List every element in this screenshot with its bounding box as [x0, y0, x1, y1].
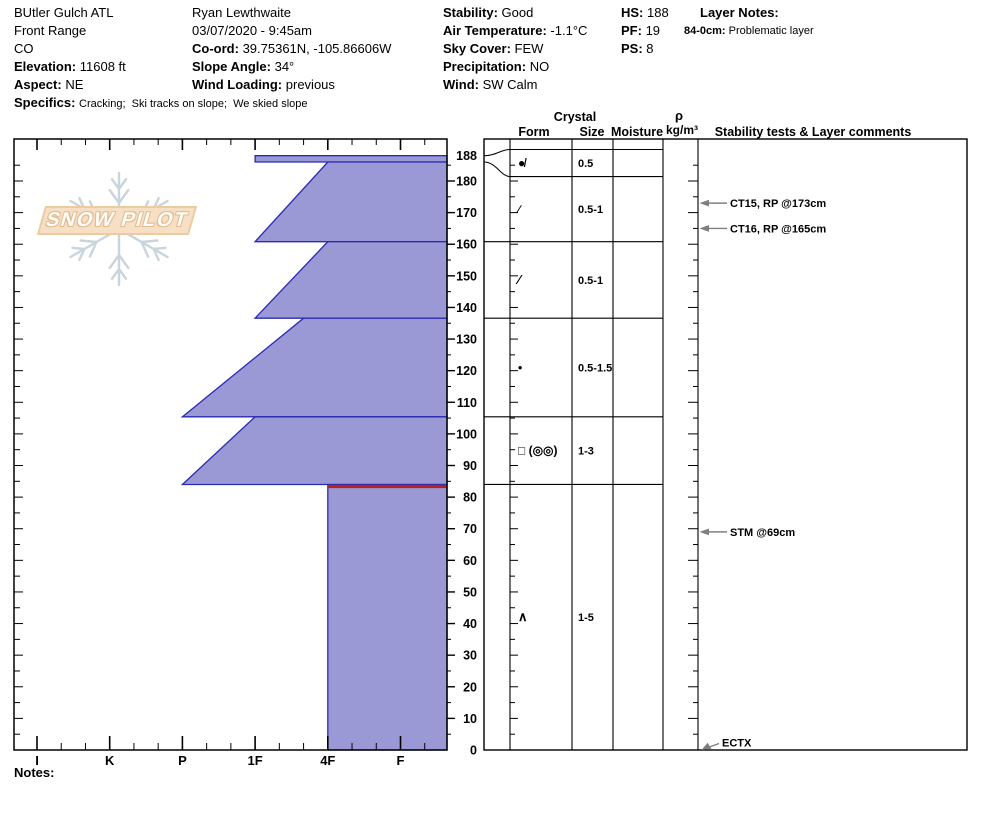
- stability-test-label: CT15, RP @173cm: [730, 198, 827, 211]
- depth-label: 170: [456, 206, 477, 221]
- observation-datetime: 03/07/2020 - 9:45am: [192, 23, 312, 38]
- test-arrowhead-icon: [700, 200, 710, 207]
- depth-label: 50: [463, 585, 477, 600]
- state: CO: [14, 41, 34, 56]
- depth-label: 160: [456, 237, 477, 252]
- layer-note-text: Problematic layer: [728, 25, 814, 37]
- depth-label: 20: [463, 680, 477, 695]
- snowpilot-logo: [37, 206, 197, 235]
- grain-size-value: 0.5-1.5: [578, 362, 613, 375]
- elevation-label: Elevation:: [14, 59, 77, 74]
- snow-layer: [328, 484, 447, 750]
- coord-value: 39.75361N, -105.86606W: [242, 41, 392, 56]
- grain-form-symbol: ∕: [518, 204, 520, 217]
- snow-layer: [182, 318, 447, 417]
- pf-label: PF:: [621, 23, 642, 38]
- air-temp-label: Air Temperature:: [443, 23, 547, 38]
- wind-loading-value: previous: [285, 77, 335, 92]
- stability-value: Good: [501, 5, 534, 20]
- hardness-label: K: [105, 753, 115, 768]
- table-header-moisture: Moisture: [610, 125, 664, 139]
- stability-test-label: CT16, RP @165cm: [730, 223, 827, 236]
- slope-angle-value: 34°: [274, 59, 295, 74]
- wind-label: Wind:: [443, 77, 479, 92]
- depth-label: 0: [470, 743, 477, 758]
- layer-leader-line: [484, 150, 510, 156]
- snow-layer: [255, 156, 447, 162]
- table-header-stability: Stability tests & Layer comments: [714, 125, 912, 139]
- layer-note-range: 84-0cm:: [684, 25, 726, 37]
- grain-form-symbol: ●̸: [518, 156, 526, 171]
- snow-layer: [255, 242, 447, 318]
- depth-label: 60: [463, 553, 477, 568]
- coord-label: Co-ord:: [192, 41, 239, 56]
- pf-value: 19: [645, 23, 661, 38]
- table-header-rho-unit: kg/m³: [665, 123, 699, 137]
- snow-layer: [182, 417, 447, 485]
- aspect-label: Aspect:: [14, 77, 62, 92]
- hardness-label: 4F: [320, 753, 336, 768]
- depth-label: 30: [463, 648, 477, 663]
- stability-label: Stability:: [443, 5, 498, 20]
- precip-value: NO: [529, 59, 550, 74]
- table-header-form: Form: [518, 125, 550, 139]
- stability-test-label: ECTX: [722, 737, 752, 750]
- grain-form-symbol: ∧: [518, 609, 528, 625]
- precip-label: Precipitation:: [443, 59, 527, 74]
- elevation-value: 11608 ft: [79, 59, 126, 74]
- table-header-size: Size: [579, 125, 605, 139]
- grain-size-value: 0.5: [578, 158, 594, 171]
- grain-form-symbol: •: [518, 360, 523, 375]
- depth-label: 80: [463, 490, 477, 505]
- grain-size-value: 1-3: [578, 445, 594, 458]
- depth-label: 90: [463, 459, 477, 473]
- wind-loading-label: Wind Loading:: [192, 77, 283, 92]
- test-arrowhead-icon: [700, 225, 710, 232]
- table-header-rho: ρ: [674, 108, 684, 123]
- snow-layer: [255, 162, 447, 242]
- depth-label: 100: [456, 427, 477, 442]
- hardness-label: 1F: [247, 753, 263, 768]
- notes-label: Notes:: [14, 765, 55, 780]
- depth-label: 150: [456, 269, 477, 284]
- specifics-value: Cracking; Ski tracks on slope; We skied slope: [79, 98, 308, 110]
- depth-label: 110: [456, 395, 477, 410]
- depth-label: 40: [463, 617, 477, 632]
- depth-label: 140: [456, 300, 477, 315]
- slope-angle-label: Slope Angle:: [192, 59, 271, 74]
- depth-label: 130: [456, 332, 477, 347]
- specifics-label: Specifics:: [14, 95, 76, 110]
- ps-label: PS:: [621, 41, 643, 56]
- grain-size-value: 1-5: [578, 612, 594, 625]
- hardness-label: F: [396, 753, 405, 768]
- aspect-value: NE: [65, 77, 84, 92]
- wind-value: SW Calm: [482, 77, 538, 92]
- grain-form-symbol: ∕: [518, 271, 521, 287]
- observer-name: Ryan Lewthwaite: [192, 5, 291, 20]
- ps-value: 8: [646, 41, 654, 56]
- depth-label: 70: [463, 522, 477, 537]
- hs-label: HS:: [621, 5, 644, 20]
- grain-form-symbol: □ (◎◎): [518, 443, 558, 458]
- hs-value: 188: [647, 5, 669, 20]
- test-arrowhead-icon: [700, 528, 710, 535]
- air-temp-value: -1.1°C: [550, 23, 588, 38]
- hardness-label: I: [35, 753, 39, 768]
- region: Front Range: [14, 23, 87, 38]
- pit-name: BUtler Gulch ATL: [14, 5, 114, 20]
- layer-notes-title: Layer Notes:: [700, 5, 779, 20]
- depth-label: 10: [463, 711, 477, 726]
- grain-size-value: 0.5-1: [578, 274, 604, 287]
- snowpilot-logo-text: SNOW PILOT: [43, 209, 192, 231]
- sky-cover-label: Sky Cover:: [443, 41, 511, 56]
- stability-test-label: STM @69cm: [730, 526, 796, 539]
- sky-cover-value: FEW: [514, 41, 544, 56]
- layer-leader-line: [484, 162, 510, 177]
- table-header-crystal: Crystal: [553, 110, 597, 124]
- grain-size-value: 0.5-1: [578, 204, 604, 217]
- depth-label: 120: [456, 364, 477, 379]
- hardness-label: P: [178, 753, 187, 768]
- depth-label: 180: [456, 174, 477, 189]
- depth-label: 188: [456, 149, 477, 164]
